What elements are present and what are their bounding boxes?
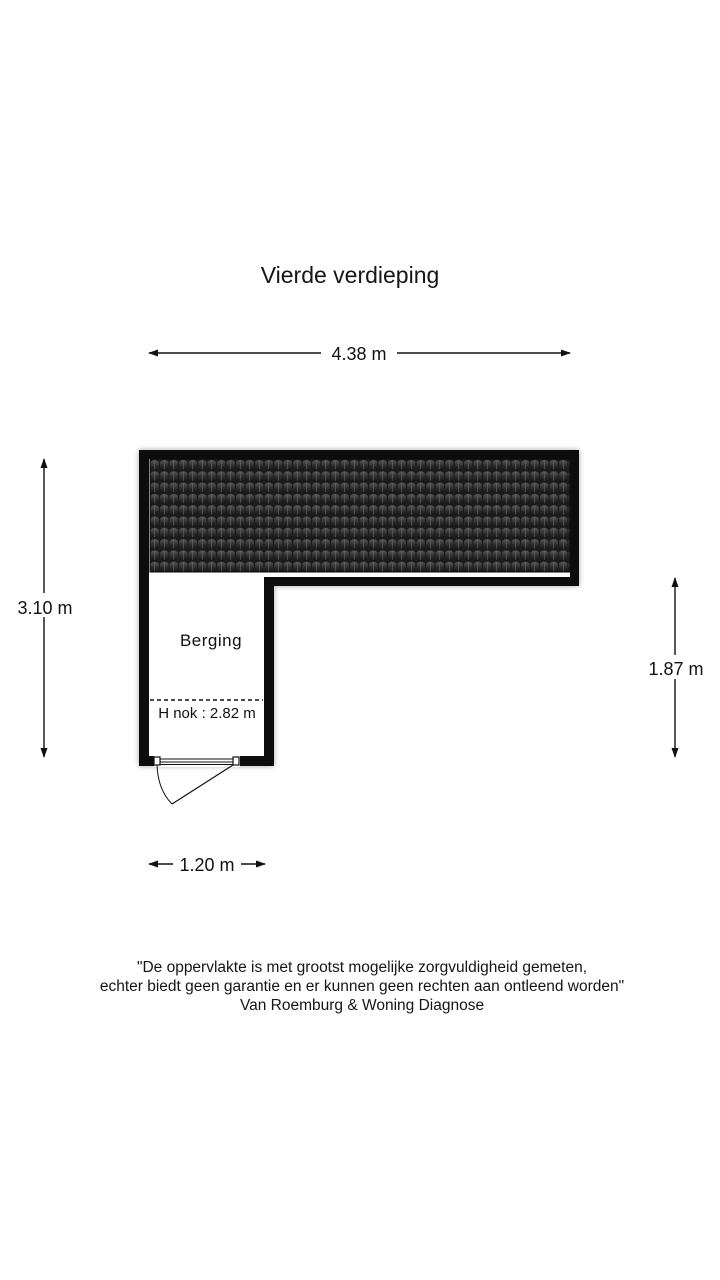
- disclaimer-line-2: echter biedt geen garantie en er kunnen geen rechten aan ontleend worden": [99, 978, 625, 995]
- disclaimer: [0, 958, 720, 1015]
- door-swing-arc: [157, 765, 172, 804]
- door-opening: [154, 756, 240, 767]
- dim-label-width-bottom: 1.20 m: [179, 855, 235, 875]
- dim-label-height-right: 1.87 m: [648, 659, 704, 679]
- disclaimer-line-1: "De oppervlakte is met grootst mogelijke zorgvuldigheid gemeten,: [136, 959, 588, 976]
- disclaimer-credit: Van Roemburg & Woning Diagnose: [239, 997, 485, 1014]
- floor-title: Vierde verdieping: [260, 262, 440, 288]
- dim-label-width-top: 4.38 m: [331, 344, 387, 364]
- room-label-berging: Berging: [179, 631, 243, 650]
- ridge-height-label: H nok : 2.82 m: [158, 705, 256, 722]
- door-leaf: [172, 765, 233, 804]
- roof-tiles: [150, 459, 570, 572]
- dim-label-height-left: 3.10 m: [17, 598, 73, 618]
